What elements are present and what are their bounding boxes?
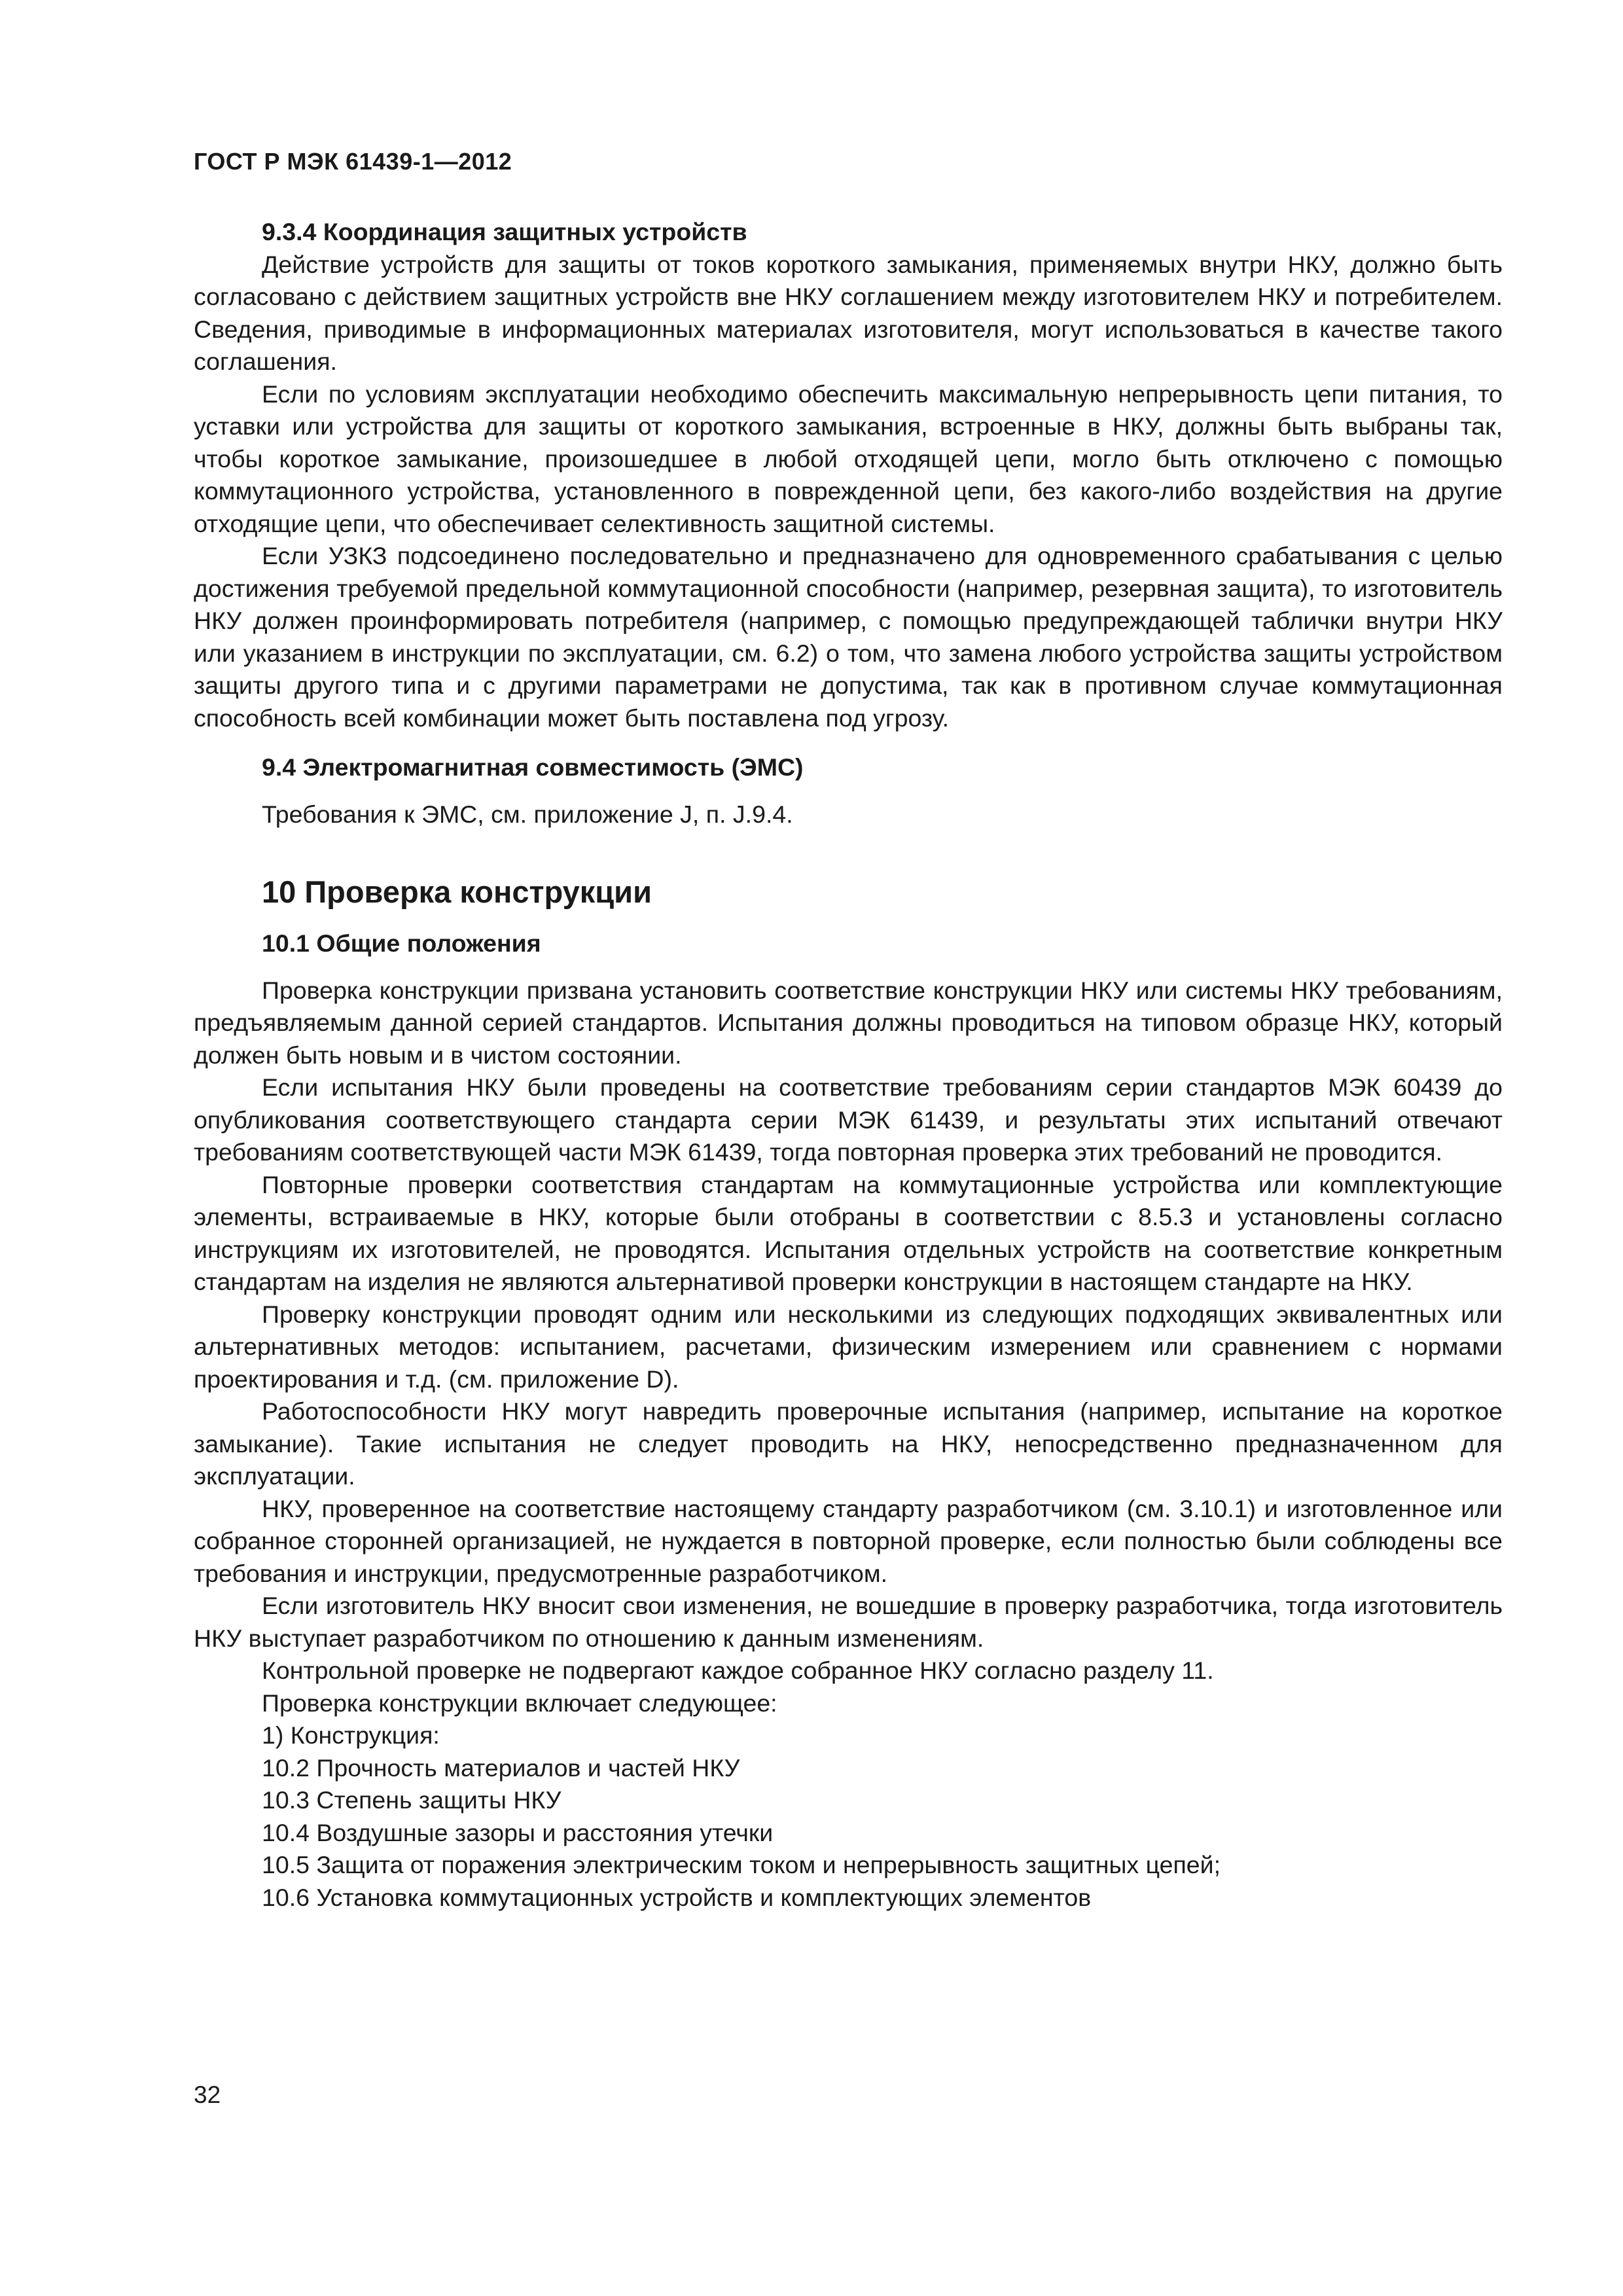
section-9-4-title: 9.4 Электромагнитная совместимость (ЭМС) [262,753,804,781]
section-9-3-4-title: 9.3.4 Координация защитных устройств [262,218,747,245]
document-header: ГОСТ Р МЭК 61439-1—2012 [194,148,512,175]
paragraph: Действие устройств для защиты от токов короткого замыкания, применяемых внутри НКУ, должно быть согласовано с действием защитных устройств вне НКУ соглашением между изготовителем НКУ и потребителем. Сведения, приводимые в информационных материалах изготовителя, могут использоваться в качестве такого соглашения. [194,250,1503,375]
list-item: 10.3 Степень защиты НКУ [262,1786,562,1814]
page-content [194,216,1503,1914]
paragraph: Повторные проверки соответствия стандартам на коммутационные устройства или комплектующие элементы, встраиваемые в НКУ, которые были отобраны в соответствии с 8.5.3 и установлены согласно инструкциям их изготовителей, не проводятся. Испытания отдельных устройств на соответствие конкретным стандартам на изделия не являются альтернативой проверки конструкции в настоящем стандарте на НКУ. [194,1170,1503,1295]
page-number: 32 [194,2081,221,2108]
paragraph: Если УЗКЗ подсоединено последовательно и предназначено для одновременного срабатывания с целью достижения требуемой предельной коммутационной способности (например, резервная защита), то изготовитель НКУ должен проинформировать потребителя (например, с помощью предупреждающей таблички внутри НКУ или указанием в инструкции по эксплуатации, см. 6.2) о том, что замена любого устройства защиты устройством защиты другого типа и с другими параметрами не допустима, так как в противном случае коммутационная способность всей комбинации может быть поставлена под угрозу. [194,542,1503,732]
list-item: 10.4 Воздушные зазоры и расстояния утечки [262,1818,774,1846]
list-item: 10.5 Защита от поражения электрическим током и непрерывность защитных цепей; [262,1851,1221,1878]
paragraph: Работоспособности НКУ могут навредить проверочные испытания (например, испытание на короткое замыкание). Такие испытания не следует проводить на НКУ, непосредственно предназначенном для эксплуатации. [194,1397,1503,1490]
paragraph: НКУ, проверенное на соответствие настоящему стандарту разработчиком (см. 3.10.1) и изготовленное или собранное сторонней организацией, не нуждается в повторной проверке, если полностью были соблюдены все требования и инструкции, предусмотренные разработчиком. [194,1494,1503,1587]
paragraph: Контрольной проверке не подвергают каждое собранное НКУ согласно разделу 11. [262,1657,1214,1684]
paragraph: Проверка конструкции включает следующее: [262,1689,777,1717]
list-item: 1) Конструкция: [262,1721,440,1749]
section-10-1-title: 10.1 Общие положения [262,929,541,957]
paragraph: Требования к ЭМС, см. приложение J, п. J.9.4. [262,800,793,828]
paragraph: Проверка конструкции призвана установить соответствие конструкции НКУ или системы НКУ требованиям, предъявляемым данной серией стандартов. Испытания должны проводиться на типовом образце НКУ, который должен быть новым и в чистом состоянии. [194,976,1503,1069]
paragraph: Если по условиям эксплуатации необходимо обеспечить максимальную непрерывность цепи питания, то уставки или устройства для защиты от короткого замыкания, встроенные в НКУ, должны быть выбраны так, чтобы короткое замыкание, произошедшее в любой отходящей цепи, могло быть отключено с помощью коммутационного устройства, установленного в поврежденной цепи, без какого-либо воздействия на другие отходящие цепи, что обеспечивает селективность защитной системы. [194,380,1503,537]
paragraph: Если изготовитель НКУ вносит свои изменения, не вошедшие в проверку разработчика, тогда изготовитель НКУ выступает разработчиком по отношению к данным изменениям. [194,1592,1503,1652]
section-10-title: 10 Проверка конструкции [262,874,652,909]
list-item: 10.2 Прочность материалов и частей НКУ [262,1753,740,1782]
paragraph: Проверку конструкции проводят одним или несколькими из следующих подходящих эквивалентных или альтернативных методов: испытанием, расчетами, физическим измерением или сравнением с нормами проектирования и т.д. (см. приложение D). [194,1300,1503,1393]
paragraph: Если испытания НКУ были проведены на соответствие требованиям серии стандартов МЭК 60439 до опубликования соответствующего стандарта серии МЭК 61439, и результаты этих испытаний отвечают требованиям соответствующей части МЭК 61439, тогда повторная проверка этих требований не проводится. [194,1073,1503,1166]
list-item: 10.6 Установка коммутационных устройств и комплектующих элементов [262,1883,1092,1911]
